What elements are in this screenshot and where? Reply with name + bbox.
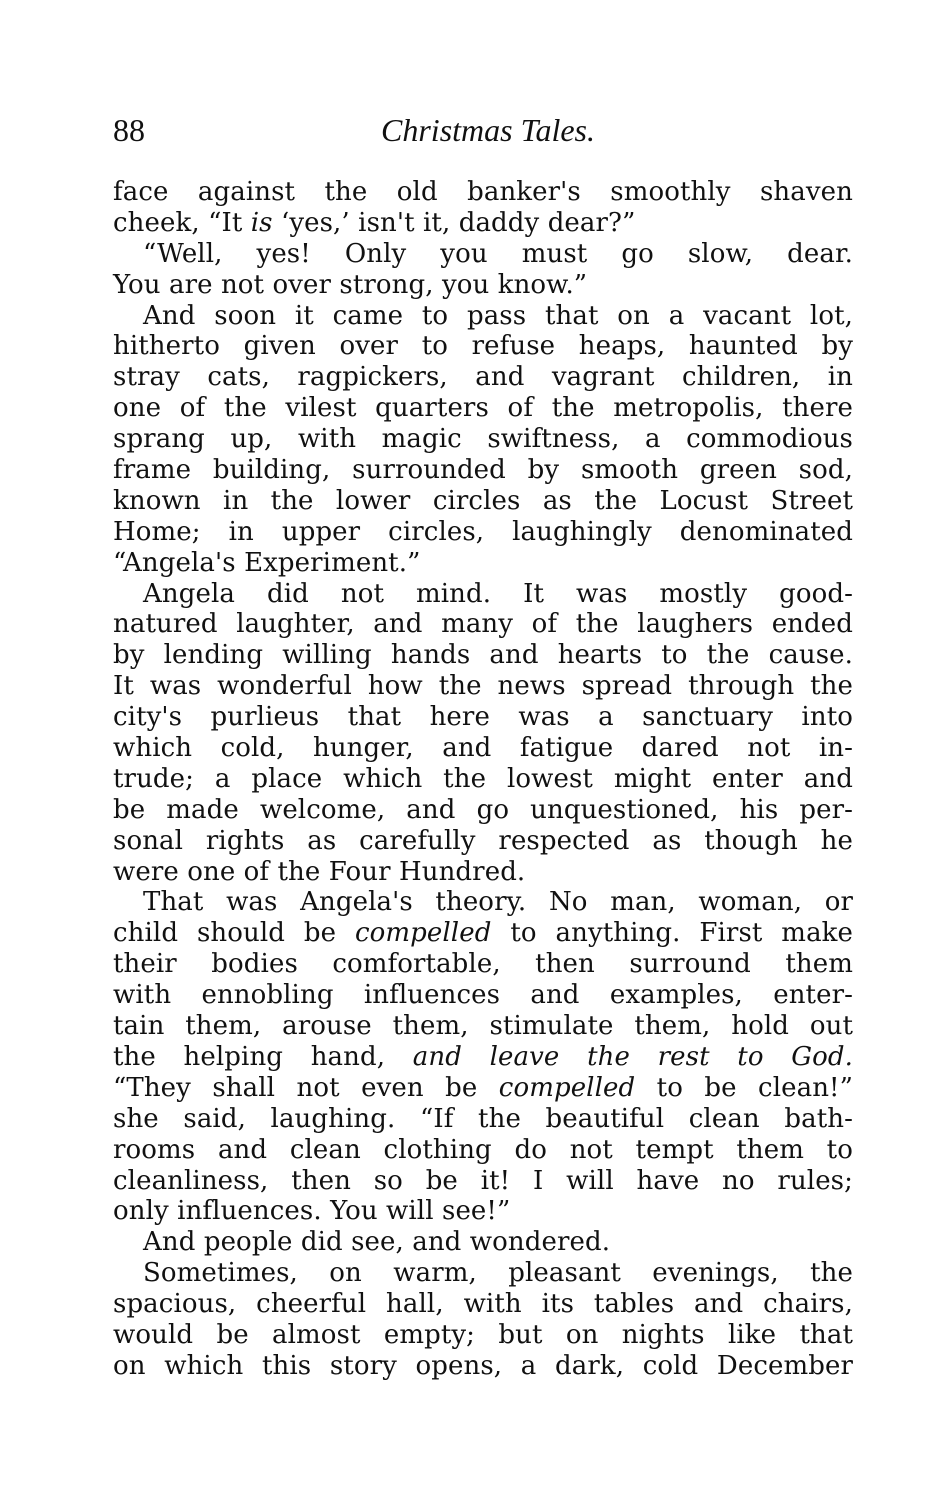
italic-text: is [250,207,273,238]
running-title: Christmas Tales. [381,112,595,148]
text-line [113,1289,853,1320]
text-line [113,640,853,671]
text-segment: one of the vilest quarters of the metropolis, there [113,393,853,424]
text-line [113,1196,853,1227]
text-line [113,980,853,1011]
text-segment: tain them, arouse them, stimulate them, hold out [113,1011,853,1042]
text-line [113,949,853,980]
text-segment: by lending willing hands and hearts to the cause. [113,640,853,671]
text-line [113,548,853,579]
text-line [113,177,853,208]
page-header [113,108,853,158]
text-line [113,1166,853,1197]
text-segment: known in the lower circles as the Locust Street [113,485,853,516]
italic-text: and leave the rest to God. [412,1041,853,1072]
text-segment: natured laughter, and many of the laughers ended [113,609,853,640]
text-segment: to be clean!” [635,1072,854,1103]
text-segment: Angela did not mind. It was mostly good- [143,578,853,609]
text-segment: cleanliness, then so be it! I will have no rules; [113,1165,853,1196]
text-line [113,1320,853,1351]
text-segment: “Well, yes! Only you must go slow, dear. [143,238,853,269]
text-segment: on which this story opens, a dark, cold December [113,1350,853,1381]
text-segment: rooms and clean clothing do not tempt them to [113,1134,853,1165]
text-line [113,455,853,486]
italic-text: compelled [498,1072,636,1103]
text-segment: be made welcome, and go unquestioned, his per- [113,794,853,825]
text-line [113,301,853,332]
text-line [113,331,853,362]
body-text [113,177,853,1382]
text-segment: child should be [113,918,355,949]
text-segment: the helping hand, [113,1041,413,1072]
text-line [113,1227,853,1258]
italic-text: compelled [354,918,492,949]
text-line [113,764,853,795]
text-segment: frame building, surrounded by smooth green sod, [113,455,853,486]
text-line [113,826,853,857]
text-segment: “They shall not even be [113,1072,499,1103]
text-segment: And people did see, and wondered. [143,1227,611,1258]
text-segment: That was Angela's theory. No man, woman, or [143,887,853,918]
text-segment: sonal rights as carefully respected as though he [113,825,853,856]
text-segment: would be almost empty; but on nights like that [113,1319,853,1350]
text-segment: she said, laughing. “If the beautiful clean bath- [113,1103,853,1134]
text-line [113,702,853,733]
text-line [113,517,853,548]
text-line [113,857,853,888]
text-segment: stray cats, ragpickers, and vagrant children, in [113,362,853,393]
text-line [113,671,853,702]
text-segment: hitherto given over to refuse heaps, haunted by [113,331,853,362]
text-segment: city's purlieus that here was a sanctuary into [113,702,853,733]
text-segment: You are not over strong, you know.” [113,269,588,300]
text-segment: trude; a place which the lowest might enter and [113,763,853,794]
text-segment: Sometimes, on warm, pleasant evenings, the [143,1258,853,1289]
text-line [113,1258,853,1289]
text-line [113,362,853,393]
text-line [113,795,853,826]
text-segment: It was wonderful how the news spread through the [113,671,853,702]
text-line [113,208,853,239]
page-number: 88 [113,112,145,148]
text-line [113,486,853,517]
text-line [113,239,853,270]
text-segment: ‘yes,’ isn't it, daddy dear?” [272,207,636,238]
text-segment: spacious, cheerful hall, with its tables and chairs, [113,1289,853,1320]
text-line [113,1011,853,1042]
text-segment: sprang up, with magic swiftness, a commodious [113,424,853,455]
text-line [113,887,853,918]
text-line [113,609,853,640]
text-line [113,733,853,764]
text-line [113,1351,853,1382]
text-segment: cheek, “It [113,207,251,238]
text-line [113,1042,853,1073]
text-line [113,424,853,455]
text-segment: which cold, hunger, and fatigue dared not in- [113,733,853,764]
text-segment: Home; in upper circles, laughingly denominated [113,516,853,547]
text-segment: only influences. You will see!” [113,1196,511,1227]
text-segment: And soon it came to pass that on a vacant lot, [143,300,853,331]
text-line [113,1104,853,1135]
text-line [113,918,853,949]
text-segment: to anything. First make [491,918,854,949]
text-segment: with ennobling influences and examples, enter- [113,980,853,1011]
text-segment: were one of the Four Hundred. [113,856,526,887]
text-segment: “Angela's Experiment.” [113,547,421,578]
text-segment: their bodies comfortable, then surround them [113,949,853,980]
text-line [113,579,853,610]
text-segment: face against the old banker's smoothly shaven [113,177,853,207]
text-line [113,1135,853,1166]
text-line [113,1073,853,1104]
text-line [113,393,853,424]
text-line [113,270,853,301]
